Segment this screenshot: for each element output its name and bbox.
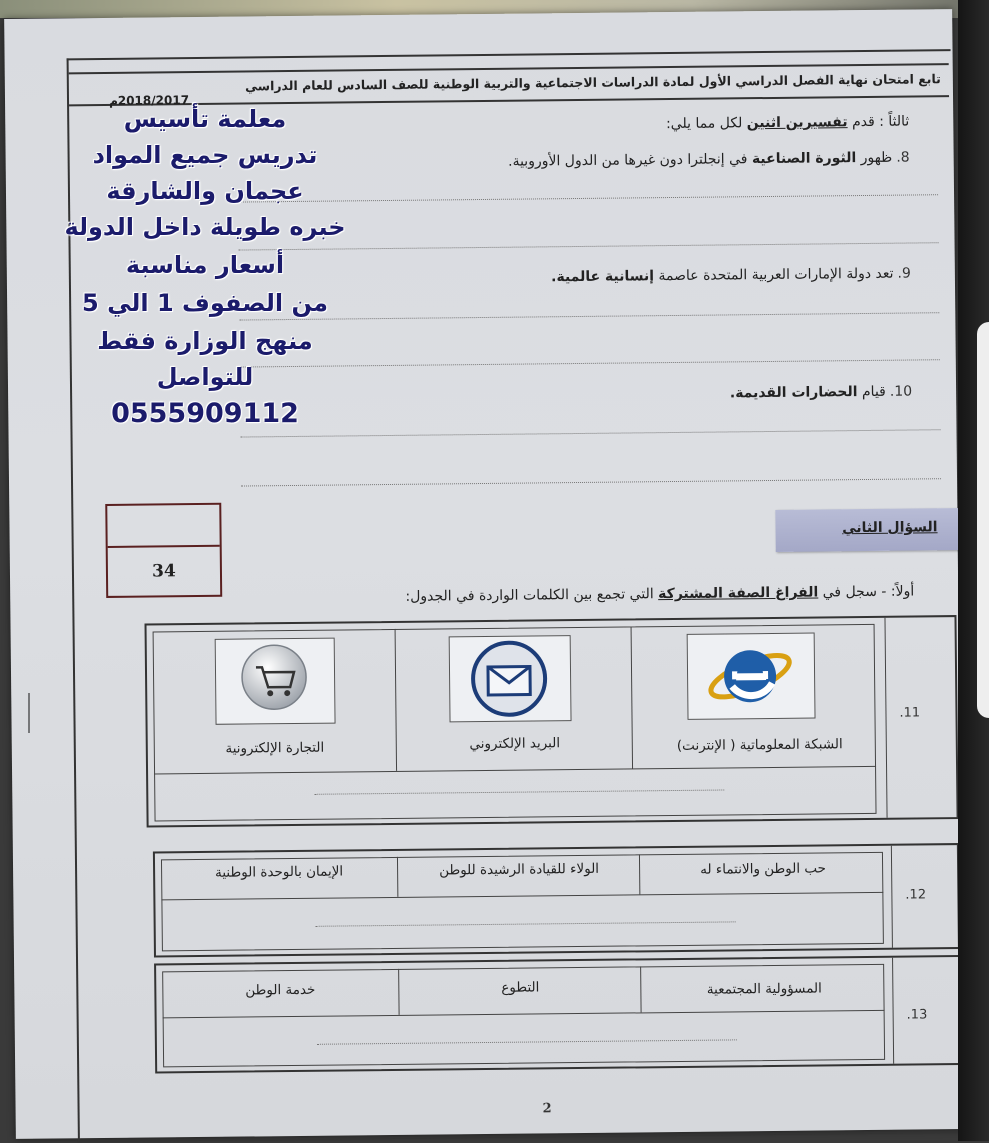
side-panel-handle[interactable] — [977, 322, 989, 718]
question-10 — [730, 384, 912, 402]
left-margin-mark — [28, 693, 30, 733]
section-three-suffix: لكل مما يلي: — [665, 115, 743, 133]
cell-volunteering: التطوع — [501, 979, 540, 996]
row-number: .13 — [906, 1007, 928, 1023]
ad-line-7: منهج الوزارة فقط — [97, 327, 313, 355]
question-two-label: السؤال الثاني — [842, 519, 938, 537]
cell-ecommerce: التجارة الإلكترونية — [225, 739, 325, 757]
table-12 — [153, 843, 960, 957]
question-text: قيام — [861, 383, 886, 401]
ad-line-8: للتواصل — [156, 363, 254, 391]
question-bold: إنسانية عالمية. — [551, 268, 655, 286]
score-box — [105, 503, 222, 598]
question-number: 9. — [897, 265, 911, 282]
cell-social-responsibility: المسؤولية المجتمعية — [706, 980, 822, 998]
section-three-instruction — [666, 114, 909, 133]
score-value: 34 — [152, 561, 176, 582]
question-number: 8. — [896, 149, 910, 166]
ad-line-6: من الصفوف 1 الي 5 — [82, 289, 328, 317]
row-number: .11 — [899, 705, 921, 721]
question-bold: الثورة الصناعية — [751, 150, 857, 168]
score-divider — [108, 545, 220, 548]
row-number: .12 — [905, 887, 927, 903]
table-11 — [145, 615, 959, 827]
ad-line-3: عجمان والشارقة — [106, 177, 304, 205]
internet-explorer-icon — [687, 633, 816, 720]
ad-line-5: أسعار مناسبة — [125, 251, 285, 279]
question-text-tail: في إنجلترا دون غيرها من الدول الأوروبية. — [507, 151, 748, 170]
section-three-prefix: ثالثاً : قدم — [851, 113, 910, 131]
table-divider — [892, 958, 894, 1064]
header-year: 2018/2017م — [108, 93, 190, 108]
cell-loyalty: الولاء للقيادة الرشيدة للوطن — [439, 860, 600, 879]
ad-phone[interactable]: 0555909112 — [111, 398, 299, 429]
question-bold: الحضارات القديمة. — [729, 384, 858, 402]
section-three-emphasis: تفسيرين اثنين — [746, 114, 848, 132]
table-divider — [891, 846, 893, 948]
question-number: 10. — [889, 383, 913, 400]
first-instruction-prefix: أولاً: - سجل في — [822, 583, 915, 601]
page-number: 2 — [542, 1101, 552, 1117]
cell-love-homeland: حب الوطن والانتماء له — [700, 860, 827, 878]
first-instruction-suffix: التي تجمع بين الكلمات الواردة في الجدول: — [405, 586, 654, 605]
cell-internet: الشبكة المعلوماتية ( الإنترنت) — [676, 736, 843, 754]
question-two-tab — [775, 508, 963, 552]
question-text: تعد دولة الإمارات العربية المتحدة عاصمة — [658, 265, 894, 285]
envelope-icon — [449, 635, 572, 722]
cell-email: البريد الإلكتروني — [469, 735, 561, 753]
question-text: ظهور — [860, 149, 893, 167]
shopping-cart-icon — [215, 638, 336, 725]
table-13 — [154, 955, 961, 1073]
first-instruction-emphasis: الفراغ الصفة المشتركة — [658, 584, 819, 603]
cell-national-unity: الإيمان بالوحدة الوطنية — [214, 863, 344, 881]
ad-line-4: خبره طويلة داخل الدولة — [64, 213, 346, 241]
header-title: تابع امتحان نهاية الفصل الدراسي الأول لمادة الدراسات الاجتماعية والتربية الوطنية للصف السادس للعام الدراسي — [245, 71, 941, 94]
ad-line-1: معلمة تأسيس — [123, 105, 287, 133]
cell-serving-homeland: خدمة الوطن — [245, 981, 316, 999]
table-divider — [884, 618, 887, 818]
ad-line-2: تدريس جميع المواد — [92, 141, 318, 169]
